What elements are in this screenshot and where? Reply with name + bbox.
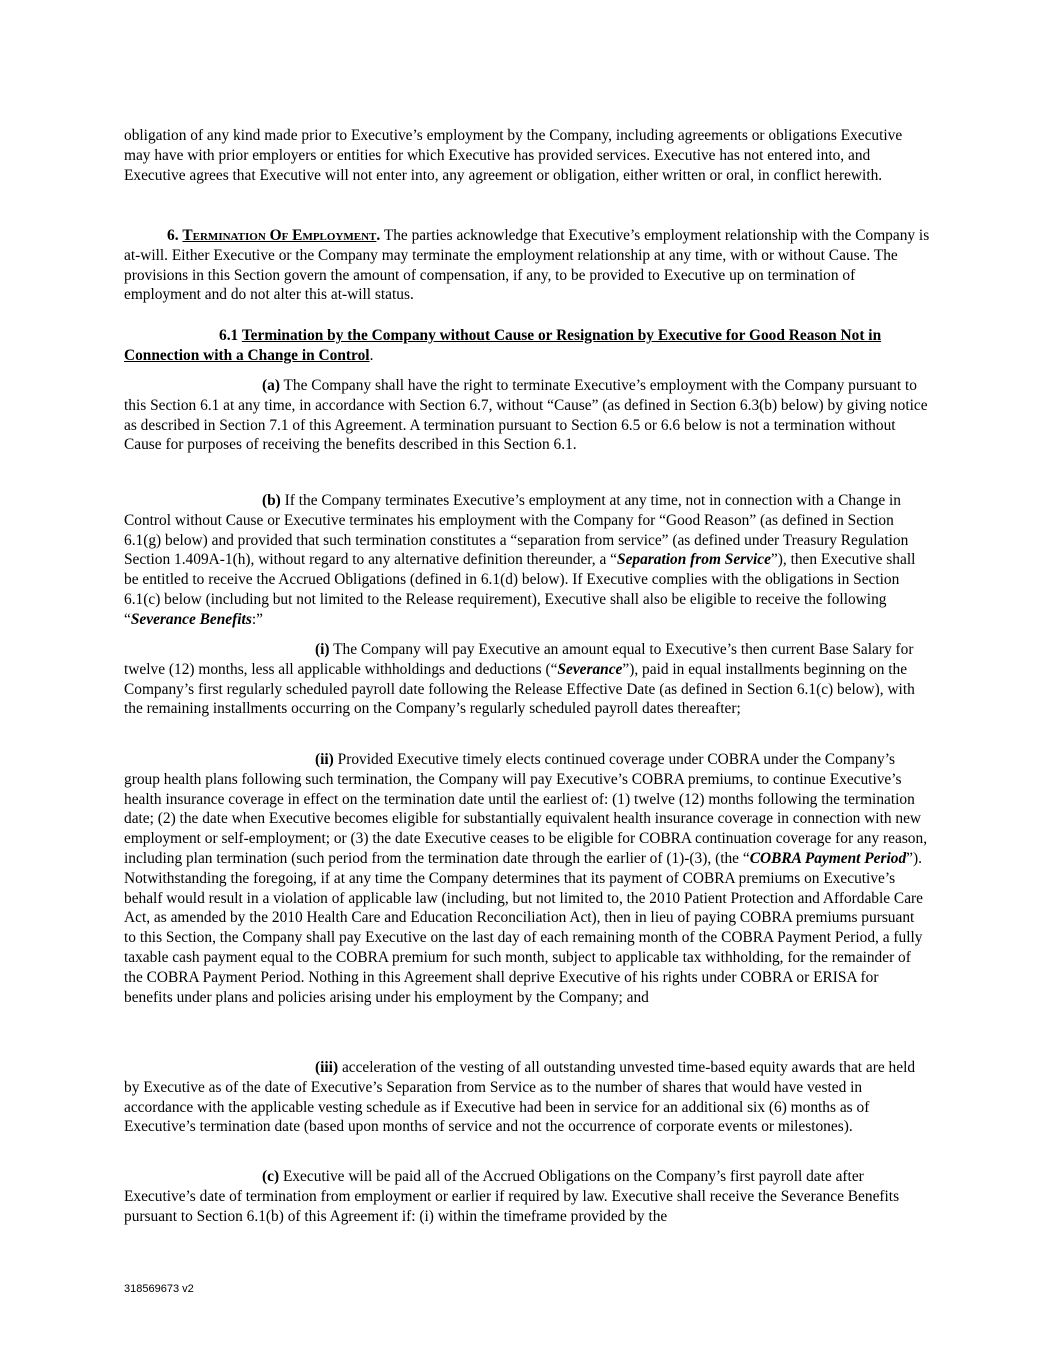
subsection-a-label: (a) [262, 377, 280, 394]
subsection-b-text-3: :” [251, 610, 263, 628]
paragraph-text: obligation of any kind made prior to Executive’s employment by the Company, including agreements or obligations Executive may have with prior employers or entities for which Executive has provided services. Executive has not entered into, and Executive agrees that Executive will not enter into, any agreement or obligation, either written or oral, in conflict herewith. [124, 127, 903, 184]
clause-ii-text-2: ”). Notwithstanding the foregoing, if at any time the Company determines that its payment of COBRA premiums on Executive’s behalf would result in a violation of applicable law (including, but not limited to, the 2010 Patient Protection and Affordable Care Act, as amended by the 2010 Health Care and Education Reconciliation Act), then in lieu of paying COBRA premiums pursuant to this Section, the Company shall pay Executive on the last day of each remaining month of the COBRA Payment Period, a fully taxable cash payment equal to the COBRA premium for such month, subject to applicable tax withholding, for the remainder of the COBRA Payment Period. Nothing in this Agreement shall deprive Executive of his rights under COBRA or ERISA for benefits under plans and policies arising under his employment by the Company; and [124, 849, 923, 1006]
section-6-number: 6. [167, 227, 183, 244]
subsection-c-paragraph [124, 1167, 930, 1226]
defined-term-severance-benefits: Severance Benefits [130, 610, 252, 628]
section-6-1-heading-paragraph [124, 326, 930, 366]
section-6-1-number: 6.1 [219, 327, 242, 344]
clause-ii-paragraph [124, 750, 930, 1007]
document-footer-id: 318569673 v2 [124, 1283, 194, 1295]
paragraph-continuation [124, 126, 930, 185]
clause-i-paragraph [124, 640, 930, 719]
subsection-b-paragraph [124, 491, 930, 630]
defined-term-cobra-payment-period: COBRA Payment Period [749, 849, 907, 867]
subsection-b-text-1: If the Company terminates Executive’s employment at any time, not in connection with a Change in Control without Cause or Executive terminates his employment with the Company for “Good Reason” (as defined in Section 6.1(g) below) and provided that such termination constitutes a “separation from service” (as defined under Treasury Regulation Section 1.409A-1(h), without regard to any alternative definition thereunder, a “ [124, 492, 909, 569]
clause-ii-label: (ii) [315, 751, 334, 768]
defined-term-separation-from-service: Separation from Service [617, 551, 771, 569]
clause-i-label: (i) [315, 641, 330, 658]
clause-iii-text: acceleration of the vesting of all outstanding unvested time-based equity awards that are held by Executive as of the date of Executive’s Separation from Service as to the number of shares that would have vested in accordance with the applicable vesting schedule as if Executive had been in service for an additional six (6) months as of Executive’s termination date (based upon months of service and not the occurrence of corporate events or milestones). [124, 1059, 916, 1136]
subsection-c-text: Executive will be paid all of the Accrued Obligations on the Company’s first payroll date after Executive’s date of termination from employment or earlier if required by law. Executive shall receive the Severance Benefits pursuant to Section 6.1(b) of this Agreement if: (i) within the timeframe provided by the [124, 1168, 900, 1225]
section-6-1-heading: Termination by the Company without Cause or Resignation by Executive for Good Reason Not in Connection with a Change in Control [124, 327, 882, 364]
section-6-text: The parties acknowledge that Executive’s employment relationship with the Company is at-will. Either Executive or the Company may terminate the employment relationship at any time, with or without Cause. The provisions in this Section govern the amount of compensation, if any, to be provided to Executive up on termination of employment and do not alter this at-will status. [124, 227, 930, 304]
subsection-b-text-2: ”), then Executive shall be entitled to receive the Accrued Obligations (defined in 6.1(d) below). If Executive complies with the obligations in Section 6.1(c) below (including but not limited to the Release requirement), Executive shall also be eligible to receive the following “ [124, 551, 916, 628]
clause-iii-label: (iii) [315, 1059, 339, 1076]
subsection-a-paragraph [124, 376, 930, 455]
clause-i-text-2: ”), paid in equal installments beginning on the Company’s first regularly scheduled payroll date following the Release Effective Date (as defined in Section 6.1(c) below), with the remaining installments occurring on the Company’s regularly scheduled payroll dates thereafter; [124, 660, 915, 718]
section-6-heading: Termination Of Employment [182, 227, 377, 244]
subsection-b-label: (b) [262, 492, 281, 509]
defined-term-severance: Severance [557, 660, 623, 678]
section-6-paragraph [124, 226, 930, 305]
subsection-c-label: (c) [262, 1168, 280, 1185]
clause-i-text-1: The Company will pay Executive an amount equal to Executive’s then current Base Salary for twelve (12) months, less all applicable withholdings and deductions (“ [124, 641, 914, 678]
clause-ii-text-1: Provided Executive timely elects continued coverage under COBRA under the Company’s group health plans following such termination, the Company will pay Executive’s COBRA premiums, to continue Executive’s health insurance coverage in effect on the termination date until the earliest of: (1) twelve (12) months following the termination date; (2) the date when Executive becomes eligible for substantially equivalent health insurance coverage in connection with new employment or self-employment; or (3) the date Executive ceases to be eligible for COBRA continuation coverage for any reason, including plan termination (such period from the termination date through the earlier of (1)-(3), (the “ [124, 751, 928, 867]
section-6-1-period: . [369, 346, 374, 364]
subsection-a-text: The Company shall have the right to terminate Executive’s employment with the Company pursuant to this Section 6.1 at any time, in accordance with Section 6.7, without “Cause” (as defined in Section 6.3(b) below) by giving notice as described in Section 7.1 of this Agreement. A termination pursuant to Section 6.5 or 6.6 below is not a termination without Cause for purposes of receiving the benefits described in this Section 6.1. [124, 377, 928, 454]
section-6-period: . [376, 227, 381, 244]
clause-iii-paragraph [124, 1058, 930, 1137]
